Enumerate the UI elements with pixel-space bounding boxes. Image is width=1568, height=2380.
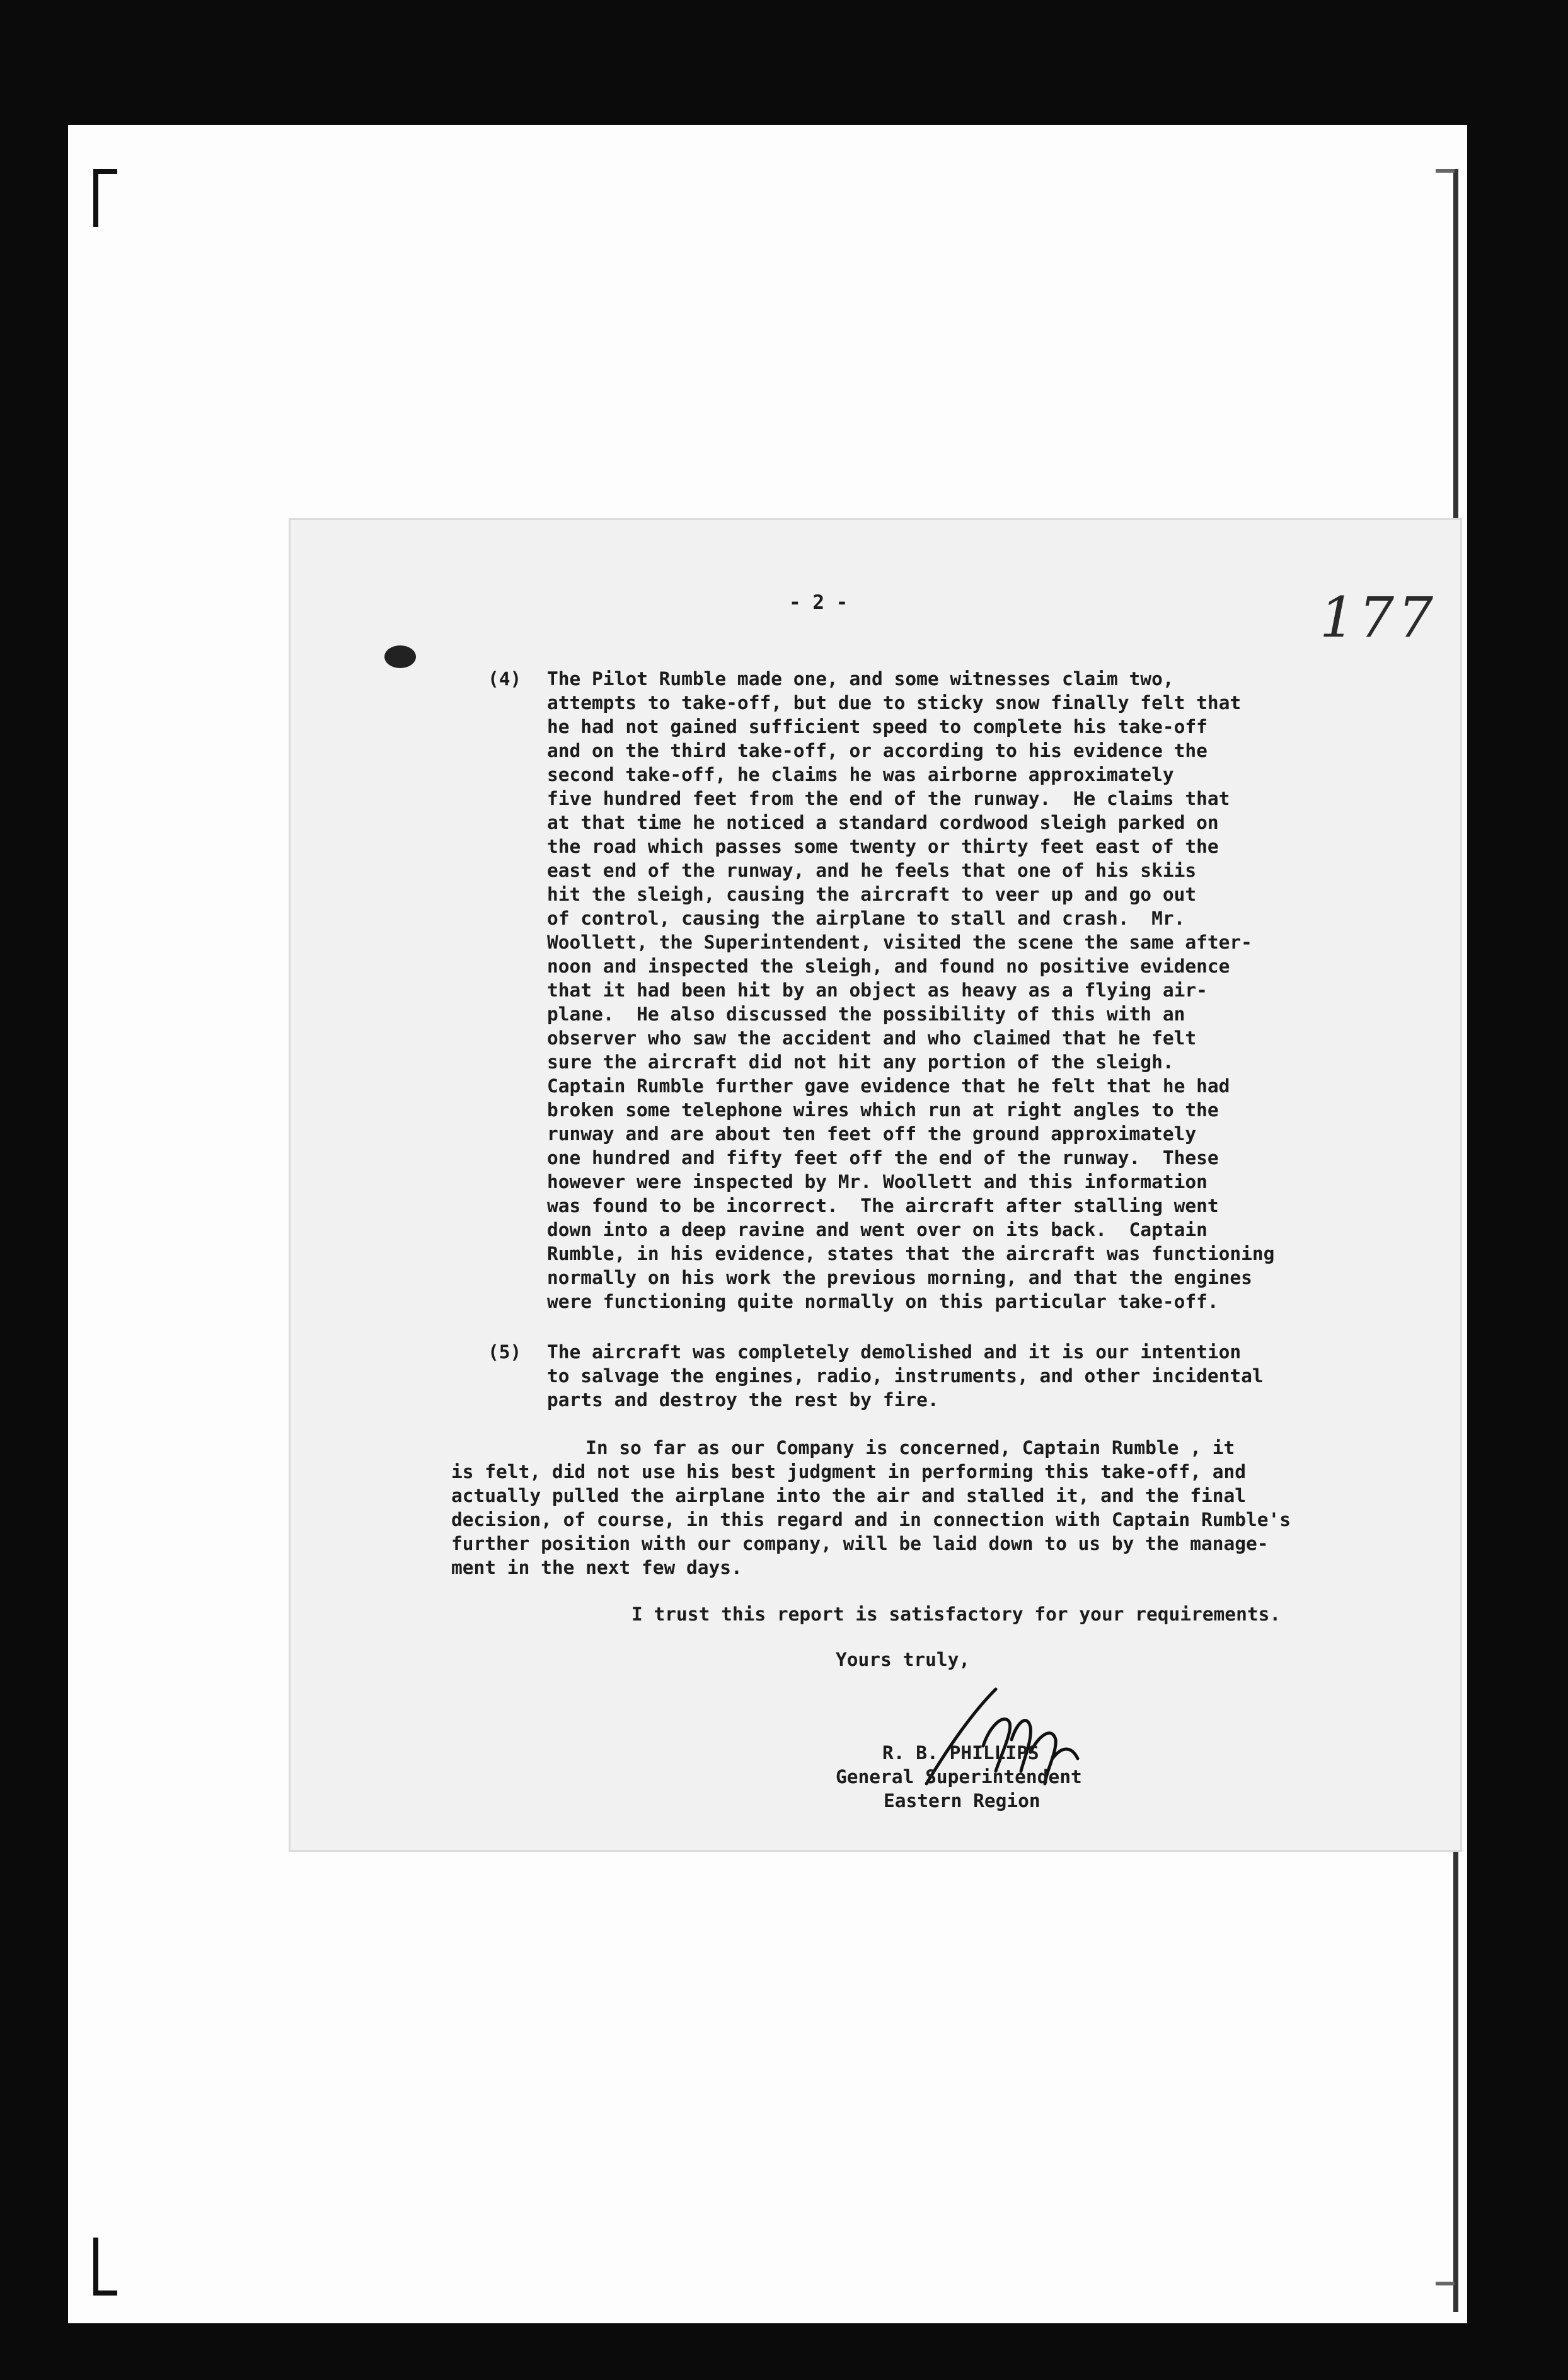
handwritten-folio-number: 177 — [1320, 585, 1437, 650]
text-line: hit the sleigh, causing the aircraft to veer up and go out — [547, 884, 1197, 905]
text-line: The aircraft was completely demolished and it is our intention — [547, 1341, 1242, 1363]
text-line: attempts to take-off, but due to sticky snow finally felt that — [547, 692, 1242, 713]
corner-crop-mark — [1436, 2269, 1455, 2285]
text-line: plane. He also discussed the possibility of this with an — [547, 1003, 1185, 1025]
trust-statement: I trust this report is satisfactory for your requirements. — [631, 1603, 1281, 1625]
corner-crop-mark — [93, 2238, 117, 2296]
text-line: observer who saw the accident and who claimed that he felt — [547, 1027, 1197, 1049]
text-line: five hundred feet from the end of the runway. He claims that — [547, 788, 1230, 809]
text-line: were functioning quite normally on this particular take-off. — [547, 1291, 1219, 1312]
corner-crop-mark — [1436, 169, 1455, 179]
signatory-title: General Superintendent — [836, 1766, 1082, 1788]
text-line: second take-off, he claims he was airborne approximately — [547, 764, 1174, 785]
signatory-name: R. B. PHILLIPS — [882, 1742, 1039, 1764]
text-line: the road which passes some twenty or thirty feet east of the — [547, 836, 1219, 857]
text-line: of control, causing the airplane to stall and crash. Mr. — [547, 908, 1185, 929]
item-5-number: (5) — [488, 1341, 522, 1363]
text-line: The Pilot Rumble made one, and some witnesses claim two, — [547, 668, 1174, 690]
text-line: Captain Rumble further gave evidence that he felt that he had — [547, 1075, 1230, 1097]
text-line: parts and destroy the rest by fire. — [547, 1389, 939, 1411]
text-line: runway and are about ten feet off the ground approximately — [547, 1123, 1197, 1145]
salutation: Yours truly, — [836, 1649, 971, 1670]
text-line: was found to be incorrect. The aircraft after stalling went — [547, 1195, 1219, 1216]
text-line: In so far as our Company is concerned, Captain Rumble , it — [451, 1437, 1235, 1459]
text-line: is felt, did not use his best judgment in performing this take-off, and — [451, 1461, 1246, 1482]
text-line: down into a deep ravine and went over on its back. Captain — [547, 1219, 1208, 1240]
text-line: at that time he noticed a standard cordwood sleigh parked on — [547, 812, 1219, 833]
text-line: that it had been hit by an object as heavy as a flying air- — [547, 979, 1208, 1001]
text-line: decision, of course, in this regard and in connection with Captain Rumble's — [451, 1509, 1291, 1530]
text-line: Rumble, in his evidence, states that the aircraft was functioning — [547, 1243, 1275, 1264]
item-4-number: (4) — [488, 668, 522, 690]
page-number: - 2 - — [789, 591, 848, 614]
signatory-region: Eastern Region — [884, 1790, 1041, 1811]
text-line: and on the third take-off, or according to his evidence the — [547, 740, 1208, 761]
staple-hole-mark — [384, 645, 416, 668]
text-line: actually pulled the airplane into the air and stalled it, and the final — [451, 1485, 1246, 1506]
text-line: further position with our company, will be laid down to us by the manage- — [451, 1533, 1269, 1554]
text-line: ment in the next few days. — [451, 1557, 742, 1578]
text-line: broken some telephone wires which run at right angles to the — [547, 1099, 1219, 1121]
text-line: to salvage the engines, radio, instruments, and other incidental — [547, 1365, 1264, 1387]
corner-crop-mark — [93, 169, 117, 227]
text-line: Woollett, the Superintendent, visited the scene the same after- — [547, 932, 1252, 953]
text-line: east end of the runway, and he feels that one of his skiis — [547, 860, 1197, 881]
text-line: however were inspected by Mr. Woollett and this information — [547, 1171, 1208, 1193]
text-line: he had not gained sufficient speed to complete his take-off — [547, 716, 1208, 737]
text-line: noon and inspected the sleigh, and found no positive evidence — [547, 956, 1230, 977]
text-line: sure the aircraft did not hit any portion of the sleigh. — [547, 1051, 1174, 1073]
text-line: one hundred and fifty feet off the end of the runway. These — [547, 1147, 1219, 1169]
text-line: normally on his work the previous morning, and that the engines — [547, 1267, 1252, 1288]
